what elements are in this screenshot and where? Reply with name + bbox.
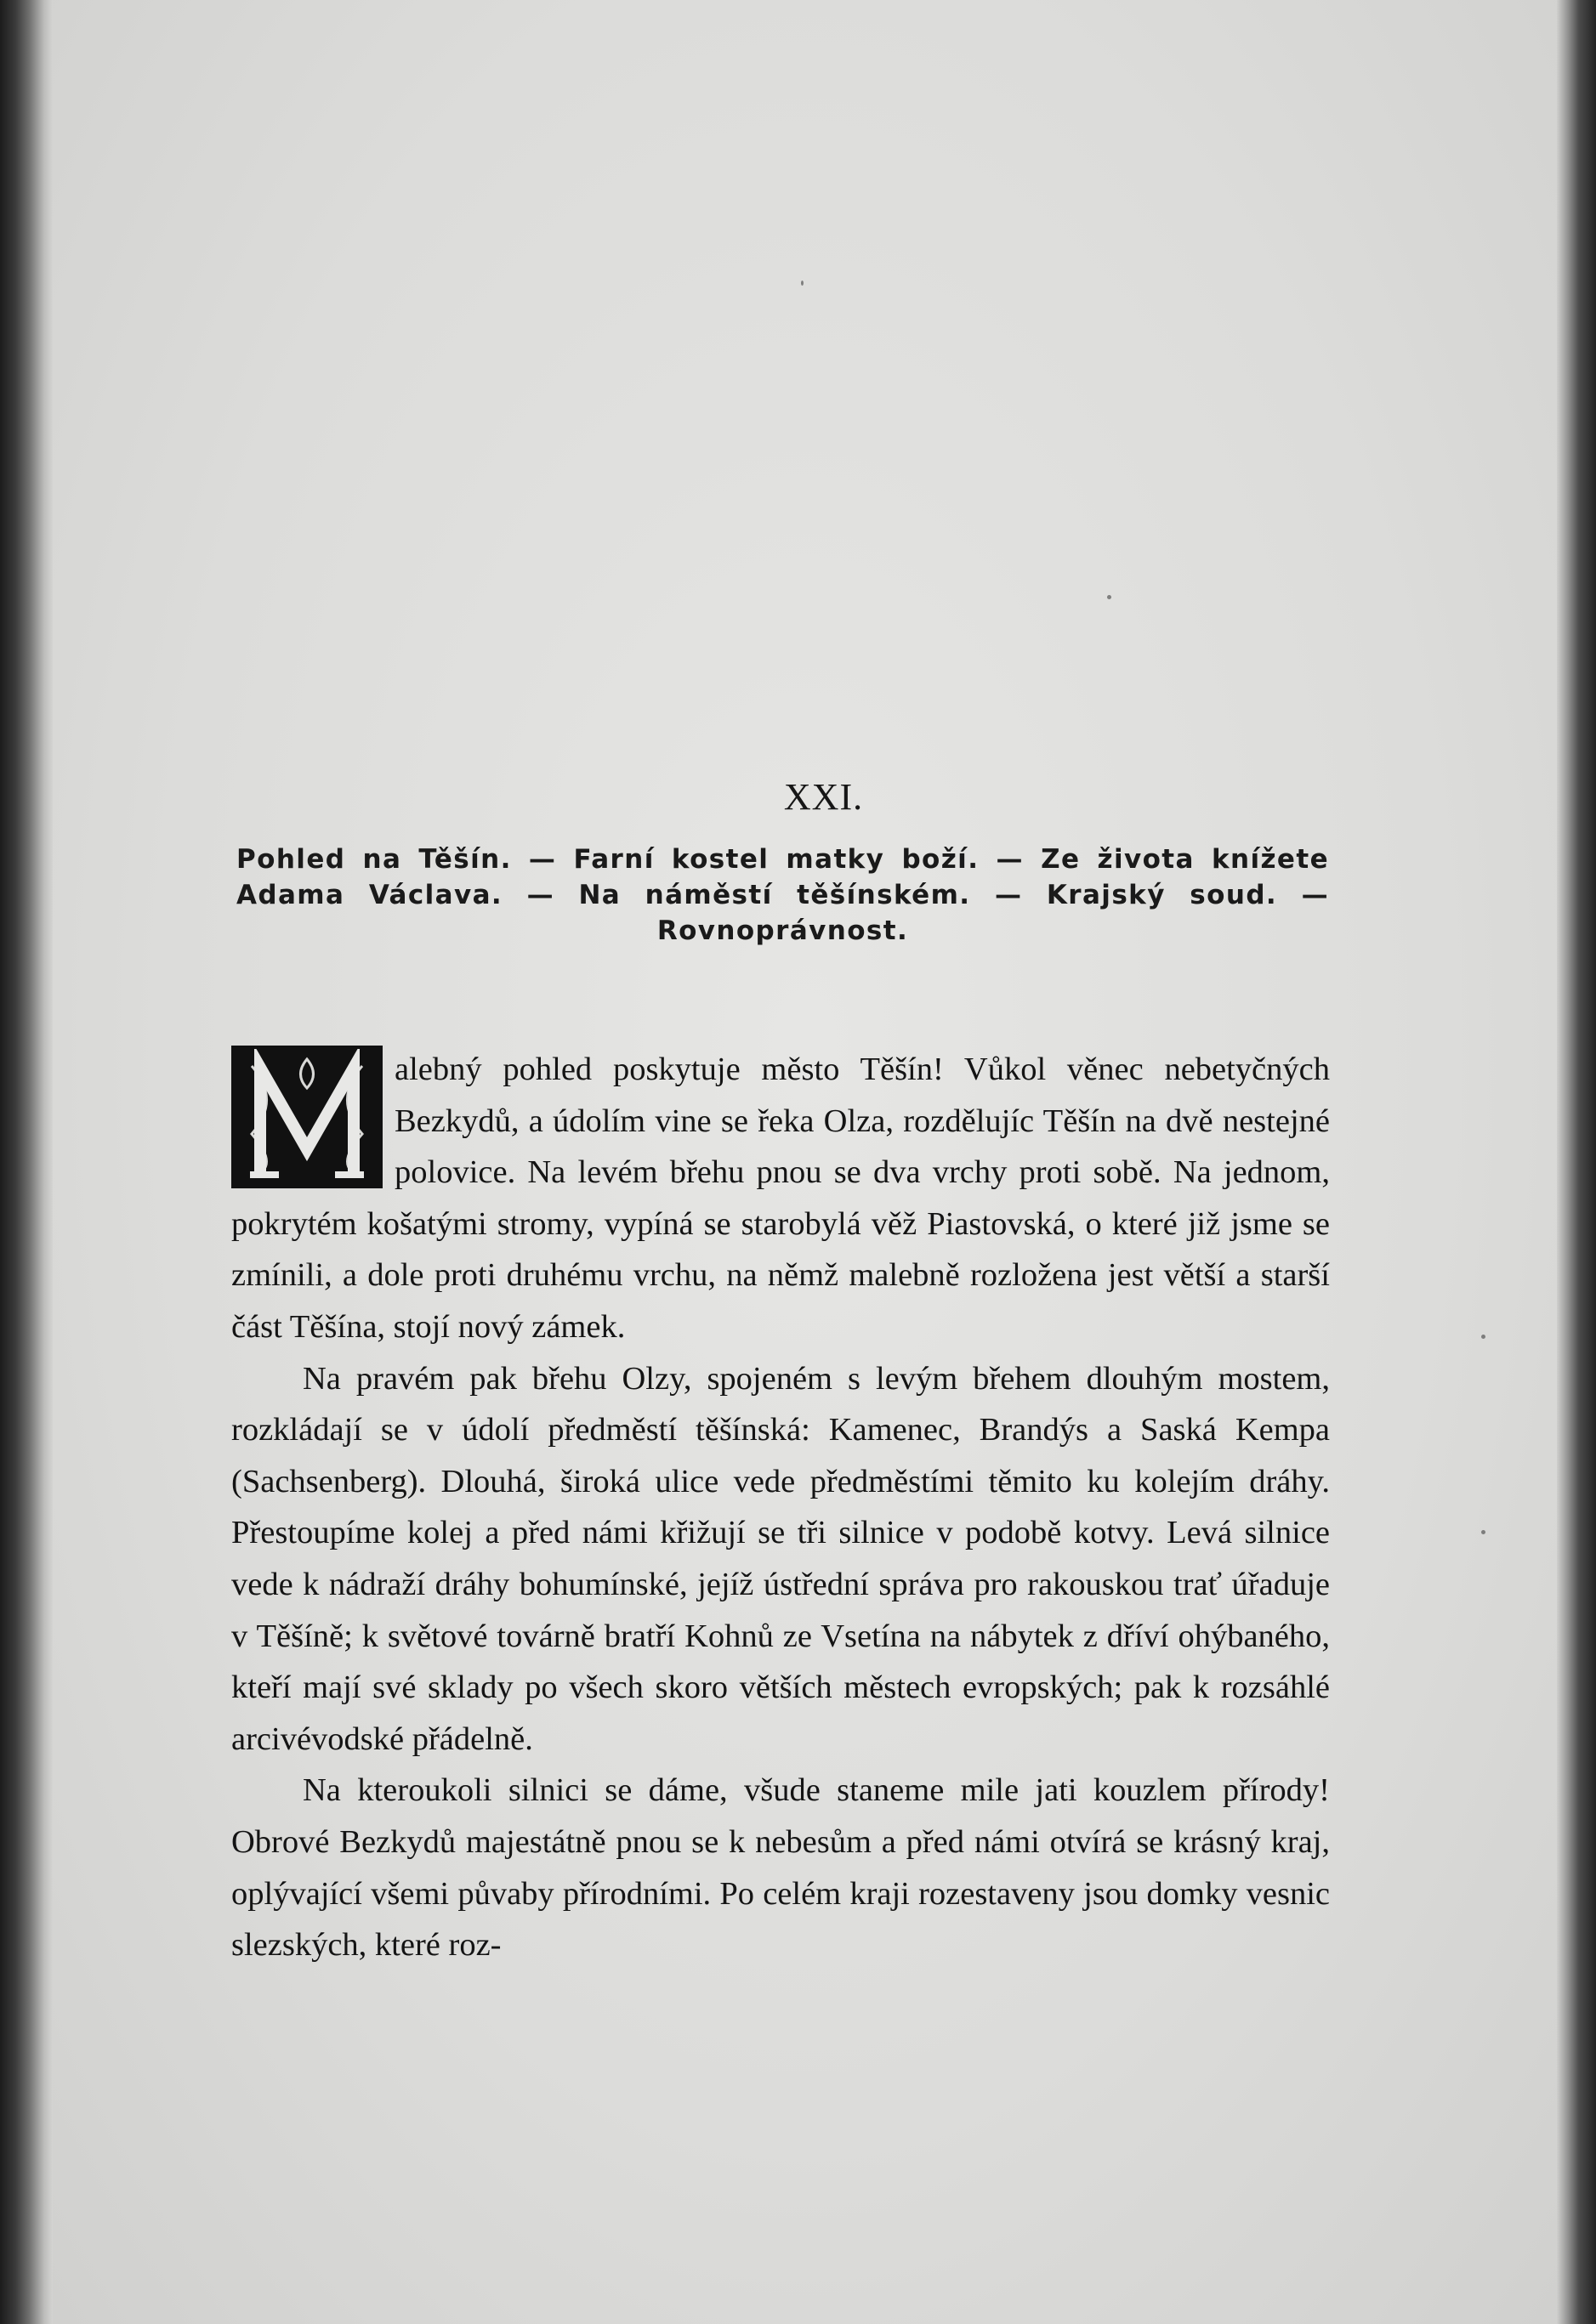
paper-speck: [801, 281, 804, 286]
scan-left-edge: [0, 0, 53, 2324]
body-text: [231, 1044, 1330, 1971]
scan-right-edge: [1557, 0, 1596, 2324]
paper-speck: [1107, 595, 1111, 599]
chapter-number: XXI.: [783, 776, 864, 818]
chapter-summary: Pohled na Těšín. — Farní kostel matky boží. — Ze života knížete Adama Václava. — Na náměstí těšínském. — Krajský soud. — Rovnoprávnost.: [236, 844, 1329, 946]
paragraph: Na pravém pak břehu Olzy, spojeném s levým břehem dlouhým mostem, rozkládají se v údolí předměstí těšínská: Kamenec, Brandýs a Saská Kempa (Sachsenberg). Dlouhá, široká ulice vede předměstími těmito ku kolejím dráhy. Přestoupíme kolej a před námi křižují se tři silnice v podobě kotvy. Levá silnice vede k nádraží dráhy bohumínské, jejíž ústřední správa pro rakouskou trať úřaduje v Těšíně; k světové továrně bratří Kohnů ze Vsetína na nábytek z dříví ohýbaného, kteří mají své sklady po všech skoro větších městech evropských; pak k rozsáhlé arcivévodské přádelně.: [231, 1360, 1330, 1757]
ornamental-initial-icon: [231, 1046, 383, 1188]
paragraph: Na kteroukoli silnici se dáme, všude staneme mile jati kouzlem přírody! Obrové Bezkydů majestátně pnou se k nebesům a před námi otvírá se krásný kraj, oplývající všemi půvaby přírodními. Po celém kraji rozestaveny jsou domky vesnic slezských, které roz-: [231, 1772, 1330, 1964]
paper-speck: [1481, 1530, 1485, 1534]
paragraph-text: alebný pohled poskytuje město Těšín! Vůkol věnec nebetyčných Bezkydů, a údolím vine se řeka Olza, rozdělujíc Těšín na dvě nestejné polovice. Na levém břehu pnou se dva vrchy proti sobě. Na jednom, pokrytém košatými stromy, vypíná se starobylá věž Piastovská, o které již jsme se zmínili, a dole proti druhému vrchu, na němž malebně rozložena jest větší a starší část Těšína, stojí nový zámek.: [231, 1051, 1330, 1345]
paragraph: [231, 1044, 1330, 1353]
paper-speck: [1481, 1335, 1485, 1339]
